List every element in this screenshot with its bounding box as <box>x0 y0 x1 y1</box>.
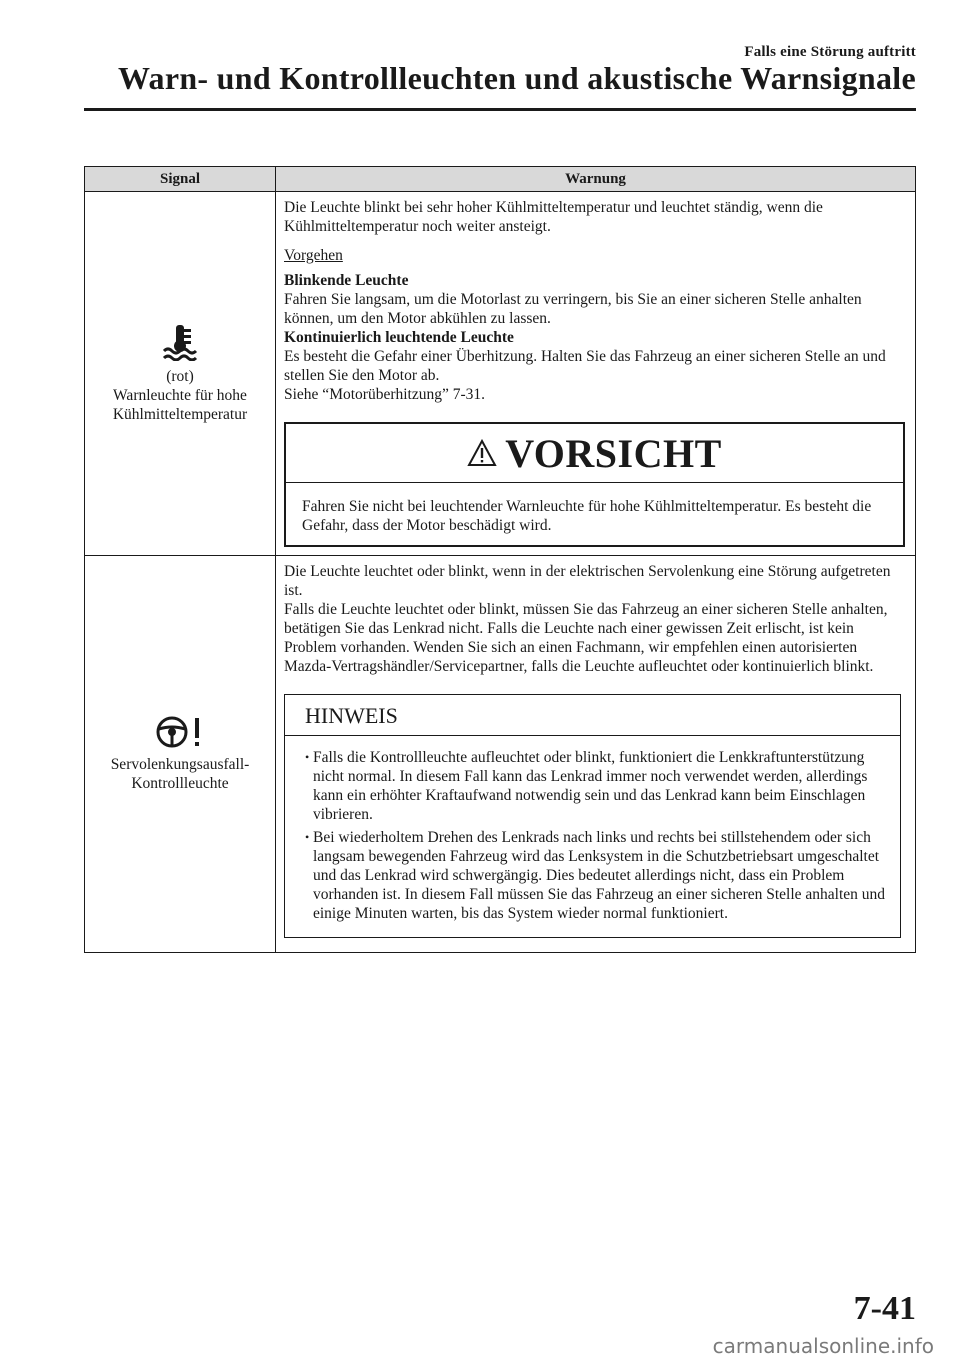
warning-lights-table <box>84 166 916 953</box>
list-item <box>305 828 886 923</box>
steady-text: Es besteht die Gefahr einer Überhitzung. Halten Sie das Fahrzeug an einer sicheren Stelle an und stellen Sie den Motor ab. <box>284 348 886 384</box>
warning-cell <box>276 556 916 953</box>
signal-name-line2: Kühlmitteltemperatur <box>112 406 248 423</box>
steady-heading: Kontinuierlich leuchtende Leuchte <box>284 329 514 346</box>
see-also-link[interactable]: Siehe “Motorüberhitzung” 7-31. <box>284 386 486 403</box>
signal-name-line1: Servolenkungsausfall- <box>110 756 250 773</box>
signal-name-line2: Kontrollleuchte <box>131 775 229 792</box>
signal-cell <box>85 192 276 556</box>
note-bullet-text: Bei wiederholtem Drehen des Lenkrads nach links und rechts bei stillstehendem oder sich langsam bewegenden Fahrzeug wird das Lenksystem in die Schutzbetriebsart umgeschaltet und das Lenkrad wird schwergängig. Dies bedeutet allerdings nicht, dass ein Problem vorhanden ist. In diesem Fall müssen Sie das Fahrzeug an einer sicheren Stelle anhalten und einige Minuten warten, bis das System wieder normal funktioniert. <box>313 829 886 922</box>
bullet-icon: • <box>305 750 310 764</box>
page-number: 7-41 <box>853 1290 916 1327</box>
warning-triangle-icon <box>467 439 497 467</box>
blink-text: Fahren Sie langsam, um die Motorlast zu verringern, bis Sie an einer sicheren Stelle anhalten können, um den Motor abkühlen zu lassen. <box>284 291 862 327</box>
blink-heading: Blinkende Leuchte <box>284 272 409 289</box>
section-label: Falls eine Störung auftritt <box>744 44 916 60</box>
procedure-label: Vorgehen <box>284 247 343 264</box>
table-row <box>85 556 916 953</box>
page-title: Warn- und Kontrollleuchten und akustische Warnsignale <box>117 60 916 96</box>
caution-title: VORSICHT <box>505 430 722 476</box>
list-item <box>305 748 886 824</box>
caution-box <box>284 422 905 547</box>
watermark: carmanualsonline.info <box>712 1334 934 1358</box>
table-row <box>85 192 916 556</box>
signal-name-line1: Warnleuchte für hohe <box>113 387 247 404</box>
caution-header <box>286 424 903 483</box>
signal-cell <box>85 556 276 953</box>
note-title: HINWEIS <box>285 695 900 736</box>
warning-intro: Die Leuchte leuchtet oder blinkt, wenn in der elektrischen Servolenkung eine Störung aufgetreten ist. <box>284 563 891 599</box>
warning-text: Falls die Leuchte leuchtet oder blinkt, müssen Sie das Fahrzeug an einer sicheren Stelle anhalten, betätigen Sie das Lenkrad nicht. Falls die Leuchte nach einer gewissen Zeit erlischt, ist kein Problem vorhanden. Wenden Sie sich an einen Fachmann, wir empfehlen einen autorisierten Mazda-Vertragshändler/Servicepartner, falls die Leuchte aufleuchtet oder kontinuierlich blinkt. <box>284 601 888 675</box>
column-header-warning: Warnung <box>276 167 916 192</box>
bullet-icon: • <box>305 830 310 844</box>
table-header-row <box>85 167 916 192</box>
note-bullet-text: Falls die Kontrollleuchte aufleuchtet oder blinkt, funktioniert die Lenkkraftunterstützung nicht normal. In diesem Fall kann das Lenkrad immer noch verwendet werden, allerdings kann ein erhöhter Kraftaufwand notwendig sein und das Lenkrad kann beim Einschlagen vibrieren. <box>313 749 868 823</box>
note-body <box>285 736 900 937</box>
header-rule <box>84 108 916 111</box>
caution-text: Fahren Sie nicht bei leuchtender Warnleuchte für hohe Kühlmitteltemperatur. Es besteht die Gefahr, dass der Motor beschädigt wird. <box>302 498 872 534</box>
power-steering-warning-icon <box>155 715 205 749</box>
warning-cell <box>276 192 916 556</box>
coolant-temperature-icon <box>160 323 200 361</box>
note-box <box>284 694 901 938</box>
signal-color-label: (rot) <box>166 368 194 385</box>
warning-intro: Die Leuchte blinkt bei sehr hoher Kühlmitteltemperatur und leuchtet ständig, wenn die Kühlmitteltemperatur noch weiter ansteigt. <box>284 199 823 235</box>
column-header-signal: Signal <box>85 167 276 192</box>
